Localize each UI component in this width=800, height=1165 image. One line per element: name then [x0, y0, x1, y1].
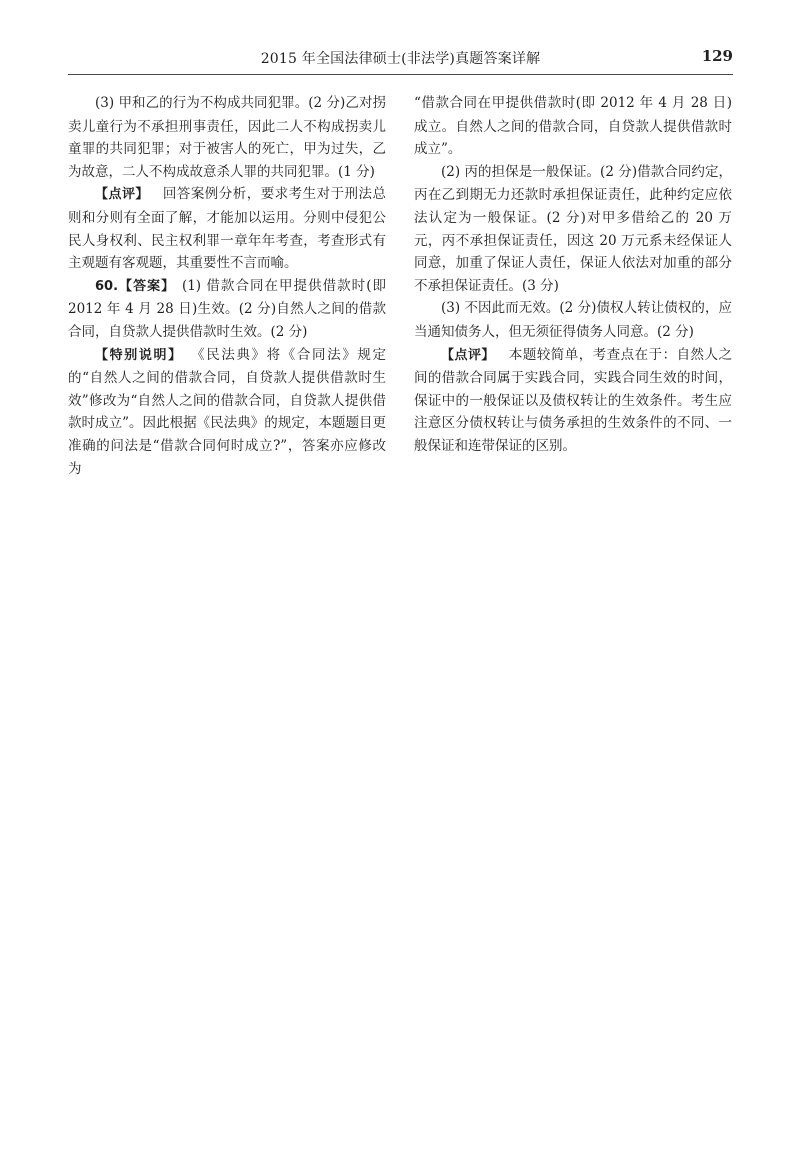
- right-column: [414, 92, 732, 458]
- paragraph-text: (3) 甲和乙的行为不构成共同犯罪。(2 分)乙对拐卖儿童行为不承担刑事责任，因此二人不构成拐卖儿童罪的共同犯罪；对于被害人的死亡，甲为过失，乙为故意，二人不构成故意杀人罪的共同犯罪。(1 分): [68, 95, 386, 180]
- paragraph: [414, 344, 732, 458]
- paragraph: [68, 344, 386, 481]
- paragraph-text: (3) 不因此而无效。(2 分)债权人转让债权的，应当通知债务人，但无须征得债务人同意。(2 分): [414, 300, 732, 340]
- paragraph-text: 《民法典》将《合同法》规定的“自然人之间的借款合同，自贷款人提供借款时生效”修改为“自然人之间的借款合同，自贷款人提供借款时成立”。因此根据《民法典》的规定，本题题目更准确的问法是“借款合同何时成立?”，答案亦应修改为: [68, 346, 386, 477]
- paragraph-tag: 60.【答案】: [95, 278, 176, 294]
- paragraph: [414, 161, 732, 298]
- left-column: [68, 92, 386, 480]
- paragraph-tag: 【特别说明】: [95, 347, 183, 363]
- paragraph-text: 回答案例分析，要求考生对于刑法总则和分则有全面了解，才能加以运用。分则中侵犯公民人身权利、民主权利罪一章年年考查，考查形式有主观题有客观题，其重要性不言而喻。: [68, 186, 386, 272]
- paragraph: [68, 183, 386, 274]
- paragraph: [68, 275, 386, 344]
- paragraph: [68, 92, 386, 183]
- paragraph-text: (1) 借款合同在甲提供借款时(即 2012 年 4 月 28 日)生效。(2 分)自然人之间的借款合同，自贷款人提供借款时生效。(2 分): [68, 277, 387, 340]
- page-number: 129: [701, 47, 733, 65]
- paragraph-text: “借款合同在甲提供借款时(即 2012 年 4 月 28 日)成立。自然人之间的借款合同，自贷款人提供借款时成立”。: [414, 95, 732, 158]
- paragraph: [414, 297, 732, 343]
- paragraph-tag: 【点评】: [95, 187, 149, 203]
- paragraph-tag: 【点评】: [441, 347, 495, 363]
- paragraph-text: 本题较简单，考查点在于：自然人之间的借款合同属于实践合同，实践合同生效的时间，保证中的一般保证以及债权转让的生效条件。考生应注意区分债权转让与债务承担的生效条件的不同、一般保证和连带保证的区别。: [414, 346, 732, 454]
- header-title: 2015 年全国法律硕士(非法学)真题答案详解: [260, 51, 541, 67]
- page-header: [68, 46, 733, 75]
- paragraph-continued: [414, 92, 732, 161]
- paragraph-text: (2) 丙的担保是一般保证。(2 分)借款合同约定，丙在乙到期无力还款时承担保证责任，此种约定应依法认定为一般保证。(2 分)对甲多借给乙的 20 万元，丙不承担保证责任，因这 20 万元系未经保证人同意，加重了保证人责任，保证人依法对加重的部分不承担保证责任。(3 分): [414, 163, 732, 294]
